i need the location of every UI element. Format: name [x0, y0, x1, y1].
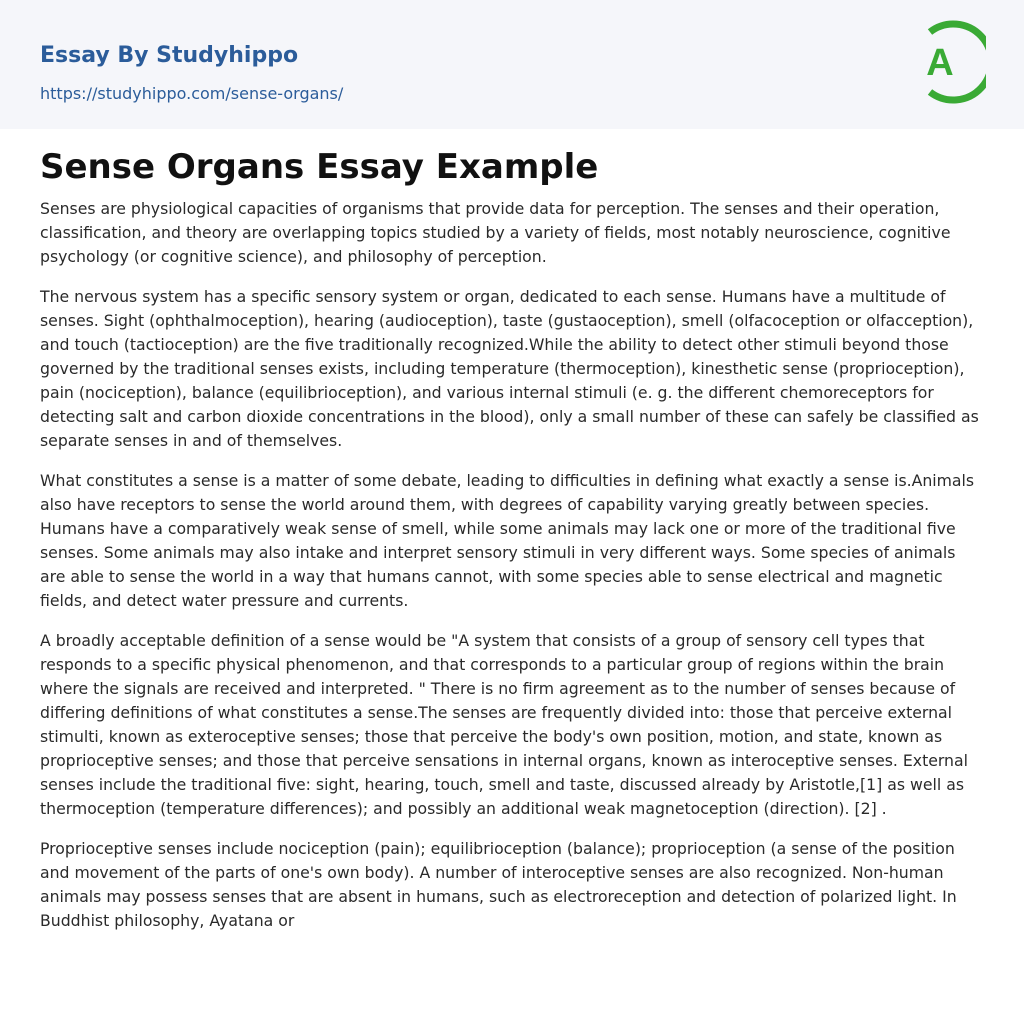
- studyhippo-logo-icon[interactable]: [912, 20, 986, 104]
- paragraph-4: A broadly acceptable definition of a sense would be "A system that consists of a group of sensory cell types that responds to a specific physical phenomenon, and that corresponds to a particular group of regions within the brain where the signals are received and interpreted. " There is no firm agreement as to the number of senses because of differing definitions of what constitutes a sense.The senses are frequently divided into: those that perceive external stimulti, known as exteroceptive senses; those that perceive the body's own position, motion, and state, known as proprioceptive senses; and those that perceive sensations in internal organs, known as interoceptive senses. External senses include the traditional five: sight, hearing, touch, smell and taste, discussed already by Aristotle,[1] as well as thermoception (temperature differences); and possibly an additional weak magnetoception (direction). [2] .: [40, 631, 968, 818]
- paragraph-1: Senses are physiological capacities of organisms that provide data for perception. The senses and their operation, classification, and theory are overlapping topics studied by a variety of fields, most notably neuroscience, cognitive psychology (or cognitive science), and philosophy of perception.: [40, 199, 951, 266]
- site-title[interactable]: Essay By Studyhippo: [40, 43, 299, 68]
- logo-letter: A: [926, 42, 954, 84]
- site-header: [0, 0, 1024, 129]
- page-title: Sense Organs Essay Example: [40, 147, 599, 187]
- paragraph-3: What constitutes a sense is a matter of some debate, leading to difficulties in defining what exactly a sense is.Animals also have receptors to sense the world around them, with degrees of capability varying greatly between species. Humans have a comparatively weak sense of smell, while some animals may lack one or more of the traditional five senses. Some animals may also intake and interpret sensory stimuli in very different ways. Some species of animals are able to sense the world in a way that humans cannot, with some species able to sense electrical and magnetic fields, and detect water pressure and currents.: [40, 471, 975, 610]
- page-url-link[interactable]: https://studyhippo.com/sense-organs/: [40, 84, 344, 103]
- paragraph-5: Proprioceptive senses include nociception (pain); equilibrioception (balance); proprioception (a sense of the position and movement of the parts of one's own body). A number of interoceptive senses are also recognized. Non-human animals may possess senses that are absent in humans, such as electroreception and detection of polarized light. In Buddhist philosophy, Ayatana or: [40, 839, 957, 930]
- paragraph-2: The nervous system has a specific sensory system or organ, dedicated to each sense. Humans have a multitude of senses. Sight (ophthalmoception), hearing (audioception), taste (gustaoception), smell (olfacoception or olfacception), and touch (tactioception) are the five traditionally recognized.While the ability to detect other stimuli beyond those governed by the traditional senses exists, including temperature (thermoception), kinesthetic sense (proprioception), pain (nociception), balance (equilibrioception), and various internal stimuli (e. g. the different chemoreceptors for detecting salt and carbon dioxide concentrations in the blood), only a small number of these can safely be classified as separate senses in and of themselves.: [40, 287, 979, 450]
- article: [0, 129, 1024, 933]
